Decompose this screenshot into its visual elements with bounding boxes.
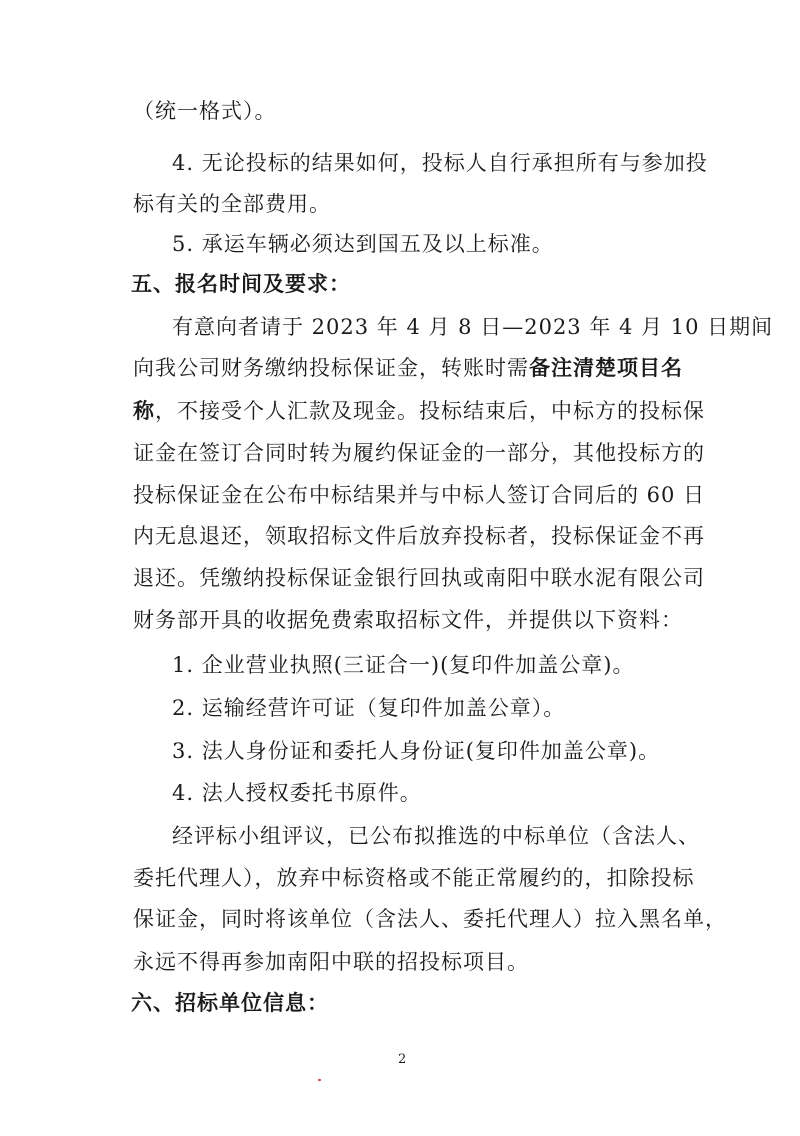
scan-speck [318, 1079, 321, 1081]
paragraph-line [133, 397, 705, 425]
paragraph-line [133, 354, 683, 382]
emphasis-text: 称 [133, 399, 155, 423]
paragraph-line: 经评标小组评议，已公布拟推选的中标单位（含法人、 [172, 824, 700, 848]
paragraph-line: （统一格式）。 [133, 99, 277, 123]
paragraph-line: 有意向者请于 2023 年 4 月 8 日—2023 年 4 月 10 日期间 [172, 315, 774, 339]
paragraph-line: 永远不得再参加南阳中联的招投标项目。 [133, 950, 529, 974]
page-number: 2 [398, 1052, 407, 1067]
paragraph-line: 投标保证金在公布中标结果并与中标人签订合同后的 60 日 [133, 483, 706, 507]
paragraph-line: 5. 承运车辆必须达到国五及以上标准。 [172, 232, 554, 256]
list-item: 4. 法人授权委托书原件。 [172, 781, 422, 805]
paragraph-line: 4. 无论投标的结果如何，投标人自行承担所有与参加投 [172, 151, 708, 175]
section-heading-5: 五、报名时间及要求： [131, 272, 351, 296]
paragraph-line: 标有关的全部费用。 [133, 192, 331, 216]
list-item: 2. 运输经营许可证（复印件加盖公章）。 [172, 696, 566, 720]
paragraph-line: 保证金，同时将该单位（含法人、委托代理人）拉入黑名单， [133, 907, 727, 931]
list-item: 1. 企业营业执照(三证合一)(复印件加盖公章)。 [172, 653, 635, 677]
paragraph-line: 内无息退还，领取招标文件后放弃投标者，投标保证金不再 [133, 524, 705, 548]
paragraph-line: 证金在签订合同时转为履约保证金的一部分，其他投标方的 [133, 441, 705, 465]
list-item: 3. 法人身份证和委托人身份证(复印件加盖公章)。 [172, 739, 661, 763]
text-run: 向我公司财务缴纳投标保证金，转账时需 [133, 356, 529, 380]
paragraph-line: 退还。凭缴纳投标保证金银行回执或南阳中联水泥有限公司 [133, 566, 705, 590]
emphasis-text: 备注清楚项目名 [529, 356, 683, 380]
text-run: ，不接受个人汇款及现金。投标结束后，中标方的投标保 [155, 399, 705, 423]
paragraph-line: 财务部开具的收据免费索取招标文件，并提供以下资料： [133, 608, 683, 632]
section-heading-6: 六、招标单位信息： [131, 991, 329, 1015]
paragraph-line: 委托代理人），放弃中标资格或不能正常履约的，扣除投标 [133, 866, 695, 890]
